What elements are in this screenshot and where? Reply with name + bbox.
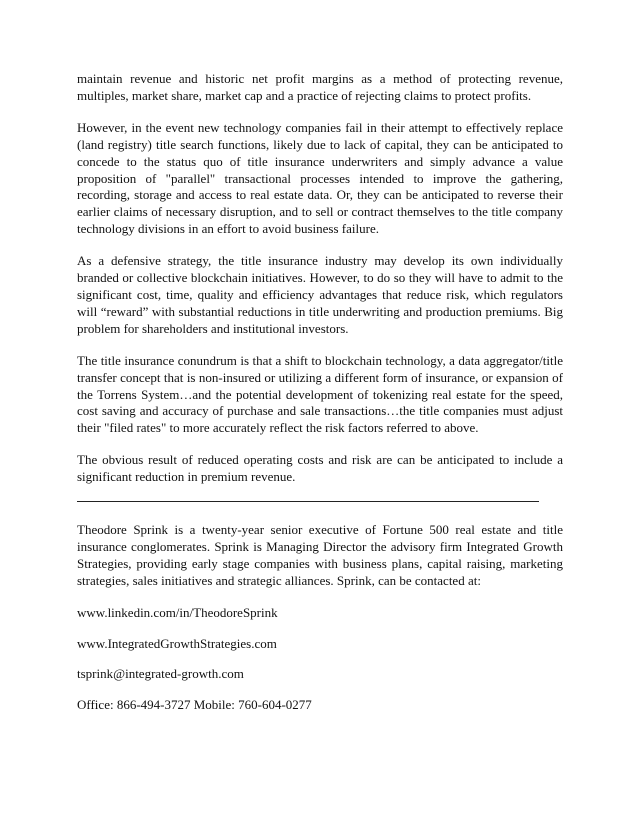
- paragraph-title-insurance-conundrum: The title insurance conundrum is that a shift to blockchain technology, a data aggregator/title transfer concept that is non-insured or utilizing a different form of insurance, or expansion of the Torrens System…and the potential development of tokenizing real estate for the speed, cost saving and accuracy of purchase and sale transactions…the title companies must adjust their "filed rates" to more accurately reflect the risk factors referred to above.: [77, 352, 563, 436]
- paragraph-premium-reduction: The obvious result of reduced operating costs and risk are can be anticipated to include a significant reduction in premium revenue.: [77, 452, 563, 485]
- email-link[interactable]: tsprink@integrated-growth.com: [77, 666, 244, 682]
- paragraph-defensive-strategy: As a defensive strategy, the title insurance industry may develop its own individually branded or collective blockchain initiatives. However, to do so they will have to admit to the significant cost, time, quality and efficiency advantages that reduce risk, which regulators will “reward” with substantial reductions in title underwriting and production premiums. Big problem for shareholders and institutional investors.: [77, 253, 563, 336]
- paragraph-revenue-margins: maintain revenue and historic net profit margins as a method of protecting revenue, multiples, market share, market cap and a practice of rejecting claims to protect profits.: [77, 71, 563, 103]
- document-page: [77, 71, 563, 728]
- phone-numbers: Office: 866-494-3727 Mobile: 760-604-0277: [77, 697, 312, 713]
- author-bio: Theodore Sprink is a twenty-year senior executive of Fortune 500 real estate and title insurance conglomerates. Sprink is Managing Director the advisory firm Integrated Growth Strategies, providing early stage companies with business plans, capital raising, marketing strategies, sales initiatives and strategic alliances. Sprink, can be contacted at:: [77, 522, 563, 588]
- paragraph-technology-companies: However, in the event new technology companies fail in their attempt to effectively replace (land registry) title search functions, likely due to lack of capital, they can be anticipated to concede to the status quo of title insurance underwriters and simply advance a value proposition of "parallel" transactional processes intended to improve the gathering, recording, storage and access to real estate data. Or, they can be anticipated to reverse their earlier claims of necessary disruption, and to sell or contract themselves to the title company technology divisions in an effort to avoid business failure.: [77, 119, 563, 237]
- website-link[interactable]: www.IntegratedGrowthStrategies.com: [77, 635, 277, 651]
- linkedin-link[interactable]: www.linkedin.com/in/TheodoreSprink: [77, 604, 278, 620]
- section-divider: [77, 501, 539, 502]
